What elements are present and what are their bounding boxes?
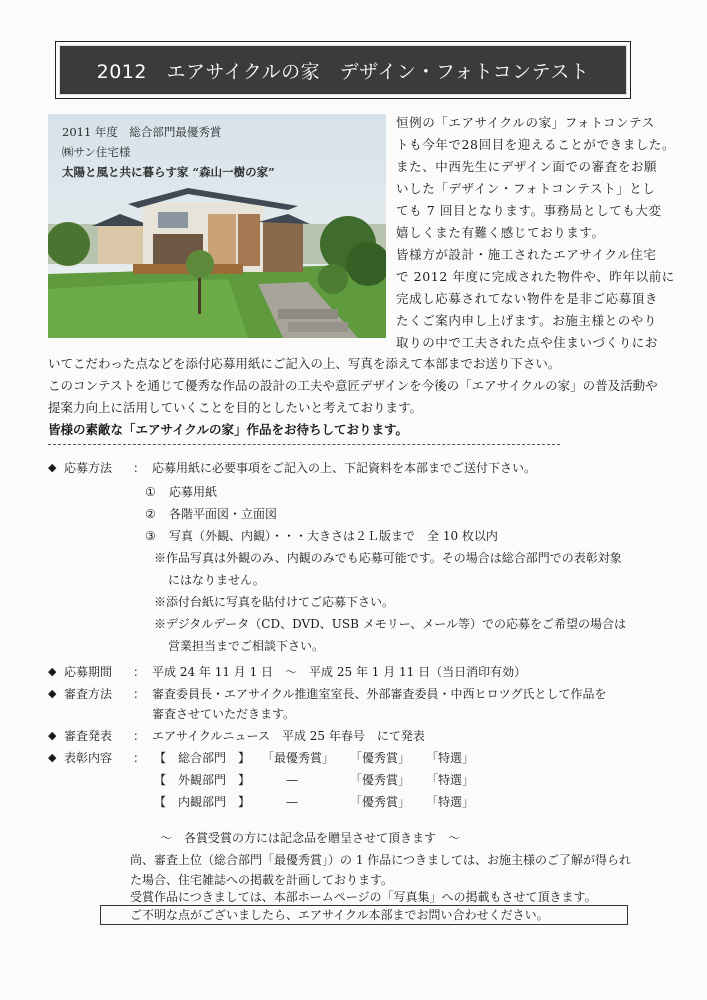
- award-top: 「最優秀賞」: [262, 751, 335, 765]
- award-top: —: [286, 773, 298, 787]
- bullet-icon: ◆: [48, 751, 57, 764]
- award-excellent: 「優秀賞」: [350, 795, 411, 809]
- application-item: [145, 504, 278, 524]
- award-category: 【 外観部門 】: [154, 773, 251, 787]
- application-text: 応募用紙に必要事項をご記入の上、下記資料を本部までご送付下さい。: [152, 461, 537, 475]
- intro-line: いした「デザイン・フォトコンテスト」とし: [396, 181, 656, 196]
- footer-line: た場合、住宅雑誌への掲載を計画しております。: [130, 873, 394, 887]
- divider: [48, 444, 560, 445]
- bullet-icon: ◆: [48, 665, 57, 678]
- item-text: 応募用紙: [169, 485, 218, 499]
- application-item: [145, 526, 498, 546]
- intro-line: 恒例の「エアサイクルの家」フォトコンテス: [396, 115, 655, 130]
- award-special: 「特選」: [426, 773, 475, 787]
- house-photo: [48, 114, 386, 338]
- judging-label: 審査方法: [64, 687, 113, 701]
- intro-line: で 2012 年度に完成された物件や、昨年以前に: [396, 269, 675, 284]
- photo-caption: [62, 122, 275, 182]
- intro-line: 提案力向上に活用していくことを目的としたいと考えております。: [48, 400, 423, 415]
- intro-right-column: [396, 112, 686, 354]
- intro-line: 嬉しくまた有難く感じております。: [396, 225, 605, 240]
- item-number: ①: [145, 485, 156, 499]
- contact-notice: ご不明な点がございましたら、エアサイクル本部までお問い合わせください。: [130, 908, 549, 922]
- period-text: 平成 24 年 11 月 1 日 ～ 平成 25 年 1 月 11 日（当日消印有効）: [152, 665, 527, 679]
- note-line: にはなりません。: [168, 573, 265, 587]
- bullet-icon: ◆: [48, 461, 57, 474]
- award-category: 【 内観部門 】: [154, 795, 251, 809]
- bullet-icon: ◆: [48, 687, 57, 700]
- intro-line: トも今年で28回目を迎えることができました。: [396, 137, 676, 152]
- intro-line: 取りの中で工夫された点や住まいづくりにお: [396, 335, 659, 350]
- colon: ：: [133, 665, 146, 679]
- item-text: 写真（外観、内観）・・・大きさは２Ｌ版まで 全 10 枚以内: [169, 529, 498, 543]
- intro-line: このコンテストを通じて優秀な作品の設計の工夫や意匠デザインを今後の「エアサイクルの家」の普及活動や: [48, 378, 658, 393]
- intro-line: 完成し応募されてない物件を是非ご応募頂き: [396, 291, 659, 306]
- intro-line: 皆様方が設計・施工されたエアサイクル住宅: [396, 247, 657, 262]
- judging-text-cont: 審査させていただきます。: [152, 707, 296, 721]
- announcement-text: エアサイクルニュース 平成 25 年春号 にて発表: [152, 729, 425, 743]
- caption-company: ㈱サン住宅様: [62, 145, 131, 159]
- intro-line: また、中西先生にデザイン面での審査をお願: [396, 159, 658, 174]
- note-line: ※添付台紙に写真を貼付けてご応募下さい。: [154, 595, 395, 609]
- period-label: 応募期間: [64, 665, 113, 679]
- intro-line: いてこだわった点などを添付応募用紙にご記入の上、写真を添えて本部までお送り下さい。: [48, 356, 561, 371]
- colon: ：: [133, 687, 146, 701]
- award-excellent: 「優秀賞」: [350, 751, 411, 765]
- bullet-icon: ◆: [48, 729, 57, 742]
- awards-label: 表彰内容: [64, 751, 113, 765]
- colon: ：: [133, 751, 146, 765]
- award-special: 「特選」: [426, 795, 475, 809]
- award-row: [154, 792, 554, 812]
- note-line: ※デジタルデータ（CD、DVD、USB メモリー、メール等）での応募をご希望の場合は: [154, 617, 627, 631]
- award-special: 「特選」: [426, 751, 475, 765]
- award-row: [154, 770, 554, 790]
- intro-line: たくご案内申し上げます。お施主様とのやり: [396, 313, 658, 328]
- gift-note: ～ 各賞受賞の方には記念品を贈呈させて頂きます ～: [160, 831, 461, 845]
- award-category: 【 総合部門 】: [154, 751, 251, 765]
- colon: ：: [133, 461, 146, 475]
- footer-line: 受賞作品につきましては、本部ホームページの「写真集」への掲載もさせて頂きます。: [130, 890, 597, 904]
- judging-text: 審査委員長・エアサイクル推進室室長、外部審査委員・中西ヒロツグ氏として作品を: [152, 687, 607, 701]
- note-line: 営業担当までご相談下さい。: [168, 639, 325, 653]
- title-banner: [55, 41, 631, 99]
- award-excellent: 「優秀賞」: [350, 773, 411, 787]
- item-number: ②: [145, 507, 156, 521]
- award-row: [154, 748, 554, 768]
- intro-line: ても 7 回目となります。事務局としても大変: [396, 203, 662, 218]
- intro-closing: 皆様の素敵な「エアサイクルの家」作品をお待ちしております。: [48, 422, 409, 437]
- award-top: —: [286, 795, 298, 809]
- announcement-label: 審査発表: [64, 729, 113, 743]
- caption-house-name: 太陽と風と共に暮らす家 “森山一樹の家”: [62, 165, 275, 179]
- colon: ：: [133, 729, 146, 743]
- note-line: ※作品写真は外観のみ、内観のみでも応募可能です。その場合は総合部門での表彰対象: [154, 551, 622, 565]
- item-text: 各階平面図・立面図: [169, 507, 278, 521]
- item-number: ③: [145, 529, 156, 543]
- application-label: 応募方法: [64, 461, 113, 475]
- caption-award: 2011 年度 総合部門最優秀賞: [62, 125, 222, 139]
- page-title: 2012 エアサイクルの家 デザイン・フォトコンテスト: [59, 45, 627, 95]
- footer-line: 尚、審査上位（総合部門「最優秀賞」）の 1 作品につきましては、お施主様のご了解が得られ: [130, 853, 632, 867]
- application-item: [145, 482, 218, 502]
